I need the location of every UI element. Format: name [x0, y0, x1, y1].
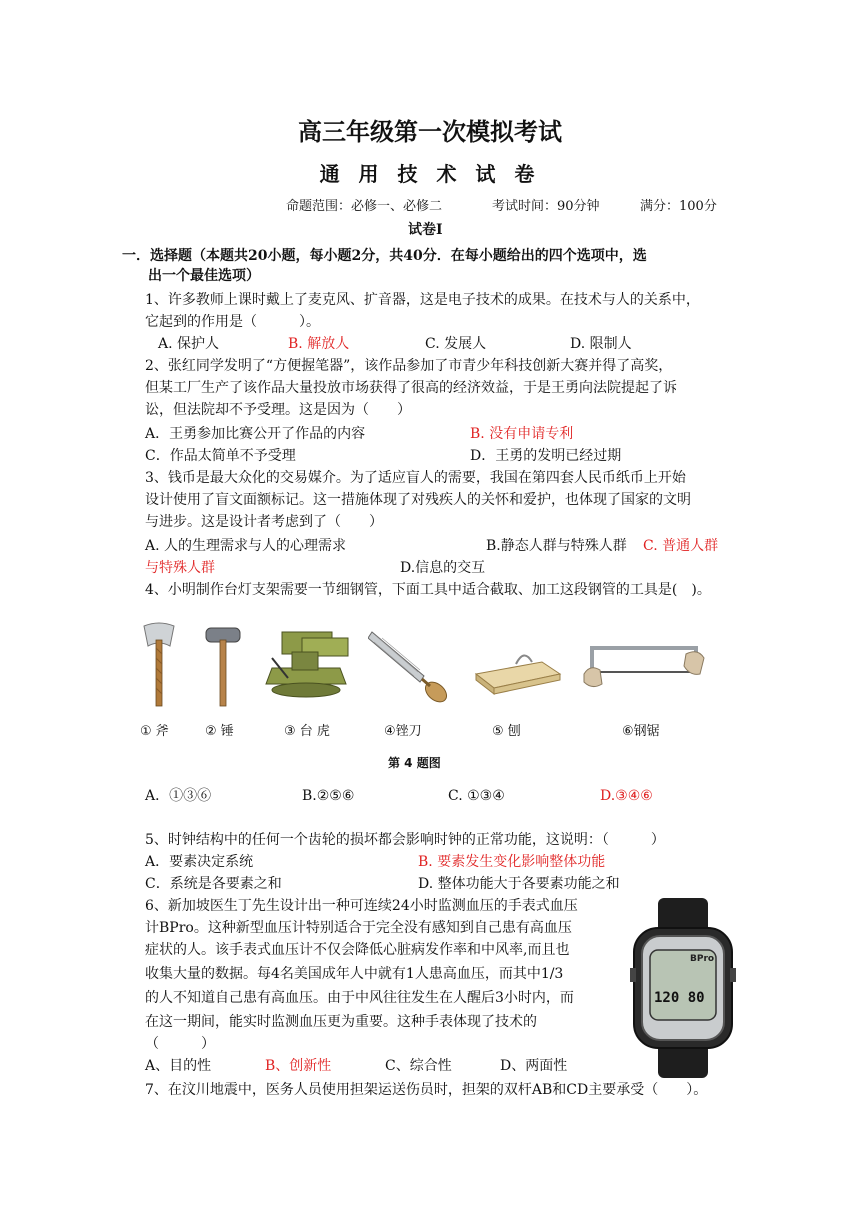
q6-option-c: C、综合性: [385, 1058, 452, 1074]
bench-vise-image: [262, 618, 354, 708]
q6-option-d: D、两面性: [500, 1058, 568, 1074]
q2-option-b: B. 没有申请专利: [470, 426, 574, 442]
q6-stem: 症状的人。该手表式血压计不仅会降低心脏病发作率和中风率,而且也: [145, 942, 570, 958]
q1-stem: 1、许多教师上课时戴上了麦克风、扩音器，这是电子技术的成果。在技术与人的关系中，: [145, 292, 700, 308]
q6-option-b: B、创新性: [265, 1058, 332, 1074]
exam-subtitle: 通 用 技 术 试 卷: [319, 162, 541, 186]
watch-brand: BPro: [690, 954, 715, 964]
q4-option-d: D.③④⑥: [600, 788, 653, 804]
q2-stem: 2、张红同学发明了“方便握笔器”，该作品参加了市青少年科技创新大赛并得了高奖，: [145, 358, 673, 374]
figure-caption: 第 4 题图: [388, 756, 441, 770]
watch-reading: 120 80: [654, 990, 705, 1006]
q2-stem: 讼，但法院却不予受理。这是因为（ ）: [145, 402, 411, 418]
part1-heading: 一．选择题（本题共20小题，每小题2分，共40分．在每小题给出的四个选项中，选: [122, 248, 647, 264]
tool-label-file: ④锉刀: [384, 724, 422, 739]
plane-image: [472, 618, 564, 708]
q4-option-a: A．①③⑥: [145, 788, 212, 804]
q6-stem: 计BPro。这种新型血压计特别适合于完全没有感知到自己患有高血压: [145, 920, 572, 936]
section-title: 试卷Ⅰ: [408, 222, 443, 238]
q1-option-c: C. 发展人: [425, 336, 487, 352]
q5-stem: 5、时钟结构中的任何一个齿轮的损坏都会影响时钟的正常功能，这说明：（ ）: [145, 832, 665, 848]
exam-title: 高三年级第一次模拟考试: [298, 117, 562, 146]
q3-option-b: B.静态人群与特殊人群: [486, 538, 627, 554]
q3-option-c: C. 普通人群: [643, 538, 719, 554]
q6-stem: 收集大量的数据。每4名美国成年人中就有1人患高血压，而其中1/3: [145, 966, 564, 982]
q4-option-c: C. ①③④: [448, 788, 505, 804]
q6-stem: 6、新加坡医生丁先生设计出一种可连续24小时监测血压的手表式血压: [145, 898, 578, 914]
q6-stem: 的人不知道自己患有高血压。由于中风往往发生在人醒后3小时内，而: [145, 990, 574, 1006]
q5-option-a: A．要素决定系统: [145, 854, 254, 870]
exam-score: 满分：100分: [640, 199, 717, 214]
q2-option-a: A．王勇参加比赛公开了作品的内容: [145, 426, 366, 442]
q3-option-d: D.信息的交互: [400, 560, 486, 576]
q4-stem: 4、小明制作台灯支架需要一节细钢管，下面工具中适合截取、加工这段钢管的工具是( )。: [145, 582, 711, 598]
q6-stem: 在这一期间，能实时监测血压更为重要。这种手表体现了技术的: [145, 1014, 537, 1030]
q3-stem: 3、钱币是最大众化的交易媒介。为了适应盲人的需要，我国在第四套人民币纸币上开始: [145, 470, 686, 486]
exam-time: 考试时间：90分钟: [492, 199, 600, 214]
part1-heading-cont: 出一个最佳选项）: [148, 268, 260, 284]
tool-label-axe: ① 斧: [140, 724, 169, 739]
file-image: [368, 618, 458, 708]
q7-stem: 7、在汶川地震中，医务人员使用担架运送伤员时，担架的双杆AB和CD主要承受（ ）。: [145, 1082, 708, 1098]
exam-scope: 命题范围：必修一、必修二: [286, 199, 443, 214]
bpro-watch-image: [628, 898, 738, 1078]
q3-option-c-cont: 与特殊人群: [145, 560, 215, 576]
axe-image: [138, 618, 180, 708]
q3-stem: 与进步。这是设计者考虑到了（ ）: [145, 514, 383, 530]
q2-option-c: C．作品太简单不予受理: [145, 448, 296, 464]
q5-option-d: D. 整体功能大于各要素功能之和: [418, 876, 620, 892]
q5-option-b: B. 要素发生变化影响整体功能: [418, 854, 606, 870]
q3-stem: 设计使用了盲文面额标记。这一措施体现了对残疾人的关怀和爱护，也体现了国家的文明: [145, 492, 691, 508]
hammer-image: [202, 618, 244, 708]
q6-stem: （ ）: [145, 1036, 215, 1052]
tool-label-plane: ⑤ 刨: [492, 724, 521, 739]
tool-label-hammer: ② 锤: [205, 724, 234, 739]
q3-option-a: A. 人的生理需求与人的心理需求: [145, 538, 347, 554]
tool-label-hacksaw: ⑥钢锯: [622, 724, 660, 739]
q1-option-b: B. 解放人: [288, 336, 350, 352]
q4-option-b: B.②⑤⑥: [302, 788, 355, 804]
q2-stem: 但某工厂生产了该作品大量投放市场获得了很高的经济效益，于是王勇向法院提起了诉: [145, 380, 677, 396]
q6-option-a: A、目的性: [145, 1058, 212, 1074]
q1-option-a: A. 保护人: [158, 336, 220, 352]
tool-label-vise: ③ 台 虎: [284, 724, 330, 739]
q2-option-d: D．王勇的发明已经过期: [470, 448, 622, 464]
q5-option-c: C．系统是各要素之和: [145, 876, 282, 892]
hacksaw-image: [580, 618, 706, 708]
q1-option-d: D. 限制人: [570, 336, 632, 352]
q1-stem: 它起到的作用是（ ）。: [145, 314, 320, 330]
